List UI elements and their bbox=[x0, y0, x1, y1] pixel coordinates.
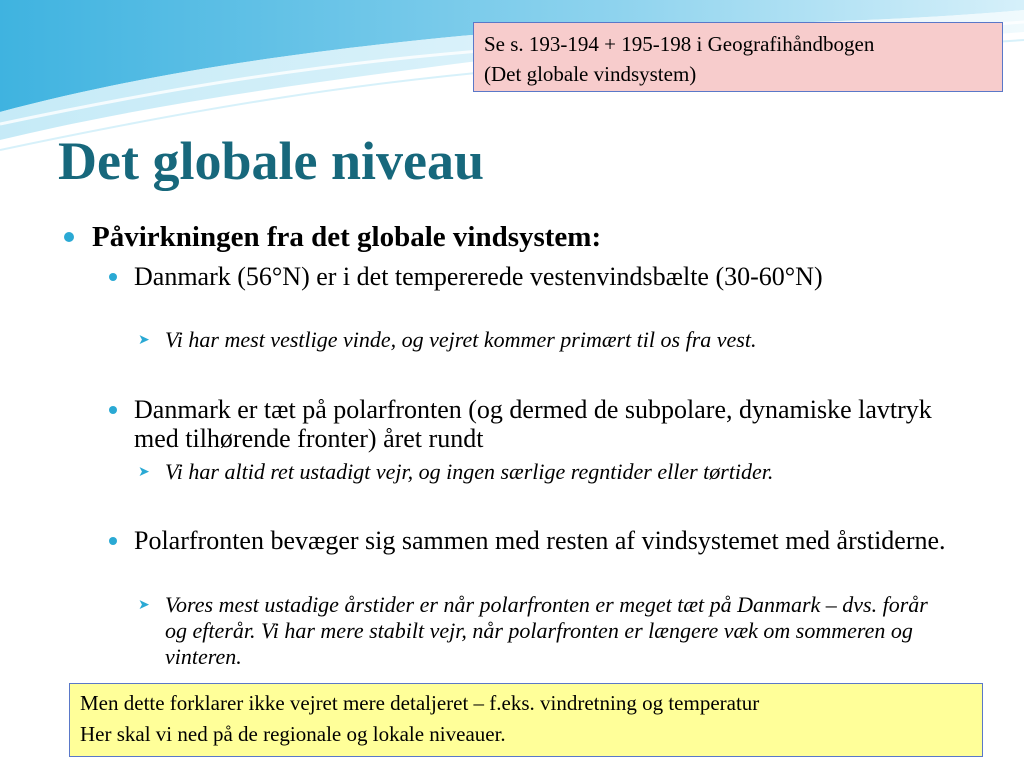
heading-bullet bbox=[92, 220, 992, 254]
arrow-bullet-icon: ➤ bbox=[138, 464, 150, 480]
summary-line-1: Men dette forklarer ikke vejret mere detaljeret – f.eks. vindretning og temperatur bbox=[80, 691, 760, 715]
point-3 bbox=[134, 526, 964, 555]
bullet-dot-icon bbox=[109, 273, 117, 281]
arrow-bullet-icon: ➤ bbox=[138, 597, 150, 613]
point-2-sub-text: Vi har altid ret ustadigt vejr, og ingen særlige regntider eller tørtider. bbox=[165, 459, 774, 484]
reference-line-2: (Det globale vindsystem) bbox=[484, 62, 697, 86]
point-1-sub-text: Vi har mest vestlige vinde, og vejret kommer primært til os fra vest. bbox=[165, 327, 757, 352]
point-3-text: Polarfronten bevæger sig sammen med resten af vindsystemet med årstiderne. bbox=[134, 526, 946, 555]
heading-bullet-text: Påvirkningen fra det globale vindsystem: bbox=[92, 221, 602, 253]
point-1 bbox=[134, 262, 964, 291]
point-1-text: Danmark (56°N) er i det tempererede vestenvindsbælte (30-60°N) bbox=[134, 262, 823, 291]
point-2-sub bbox=[138, 459, 955, 485]
point-3-sub-text: Vores mest ustadige årstider er når polarfronten er meget tæt på Danmark – dvs. forår og efterår. Vi har mere stabilt vejr, når polarfronten er længere væk om sommeren og vinteren. bbox=[165, 592, 928, 669]
point-3-sub bbox=[138, 592, 955, 670]
slide-title: Det globale niveau bbox=[58, 131, 484, 191]
bullet-dot-icon bbox=[109, 537, 117, 545]
bullet-dot-icon bbox=[109, 406, 117, 414]
point-2 bbox=[134, 395, 964, 453]
point-1-sub bbox=[138, 327, 955, 353]
point-2-text: Danmark er tæt på polarfronten (og dermed de subpolare, dynamiske lavtryk med tilhørende fronter) året rundt bbox=[134, 395, 932, 453]
reference-line-1: Se s. 193-194 + 195-198 i Geografihåndbogen bbox=[484, 32, 875, 56]
arrow-bullet-icon: ➤ bbox=[138, 332, 150, 348]
reference-note-box bbox=[473, 22, 1003, 92]
summary-line-2: Her skal vi ned på de regionale og lokale niveauer. bbox=[80, 722, 506, 746]
bullet-dot-icon bbox=[64, 232, 74, 242]
summary-note-box bbox=[69, 683, 983, 757]
